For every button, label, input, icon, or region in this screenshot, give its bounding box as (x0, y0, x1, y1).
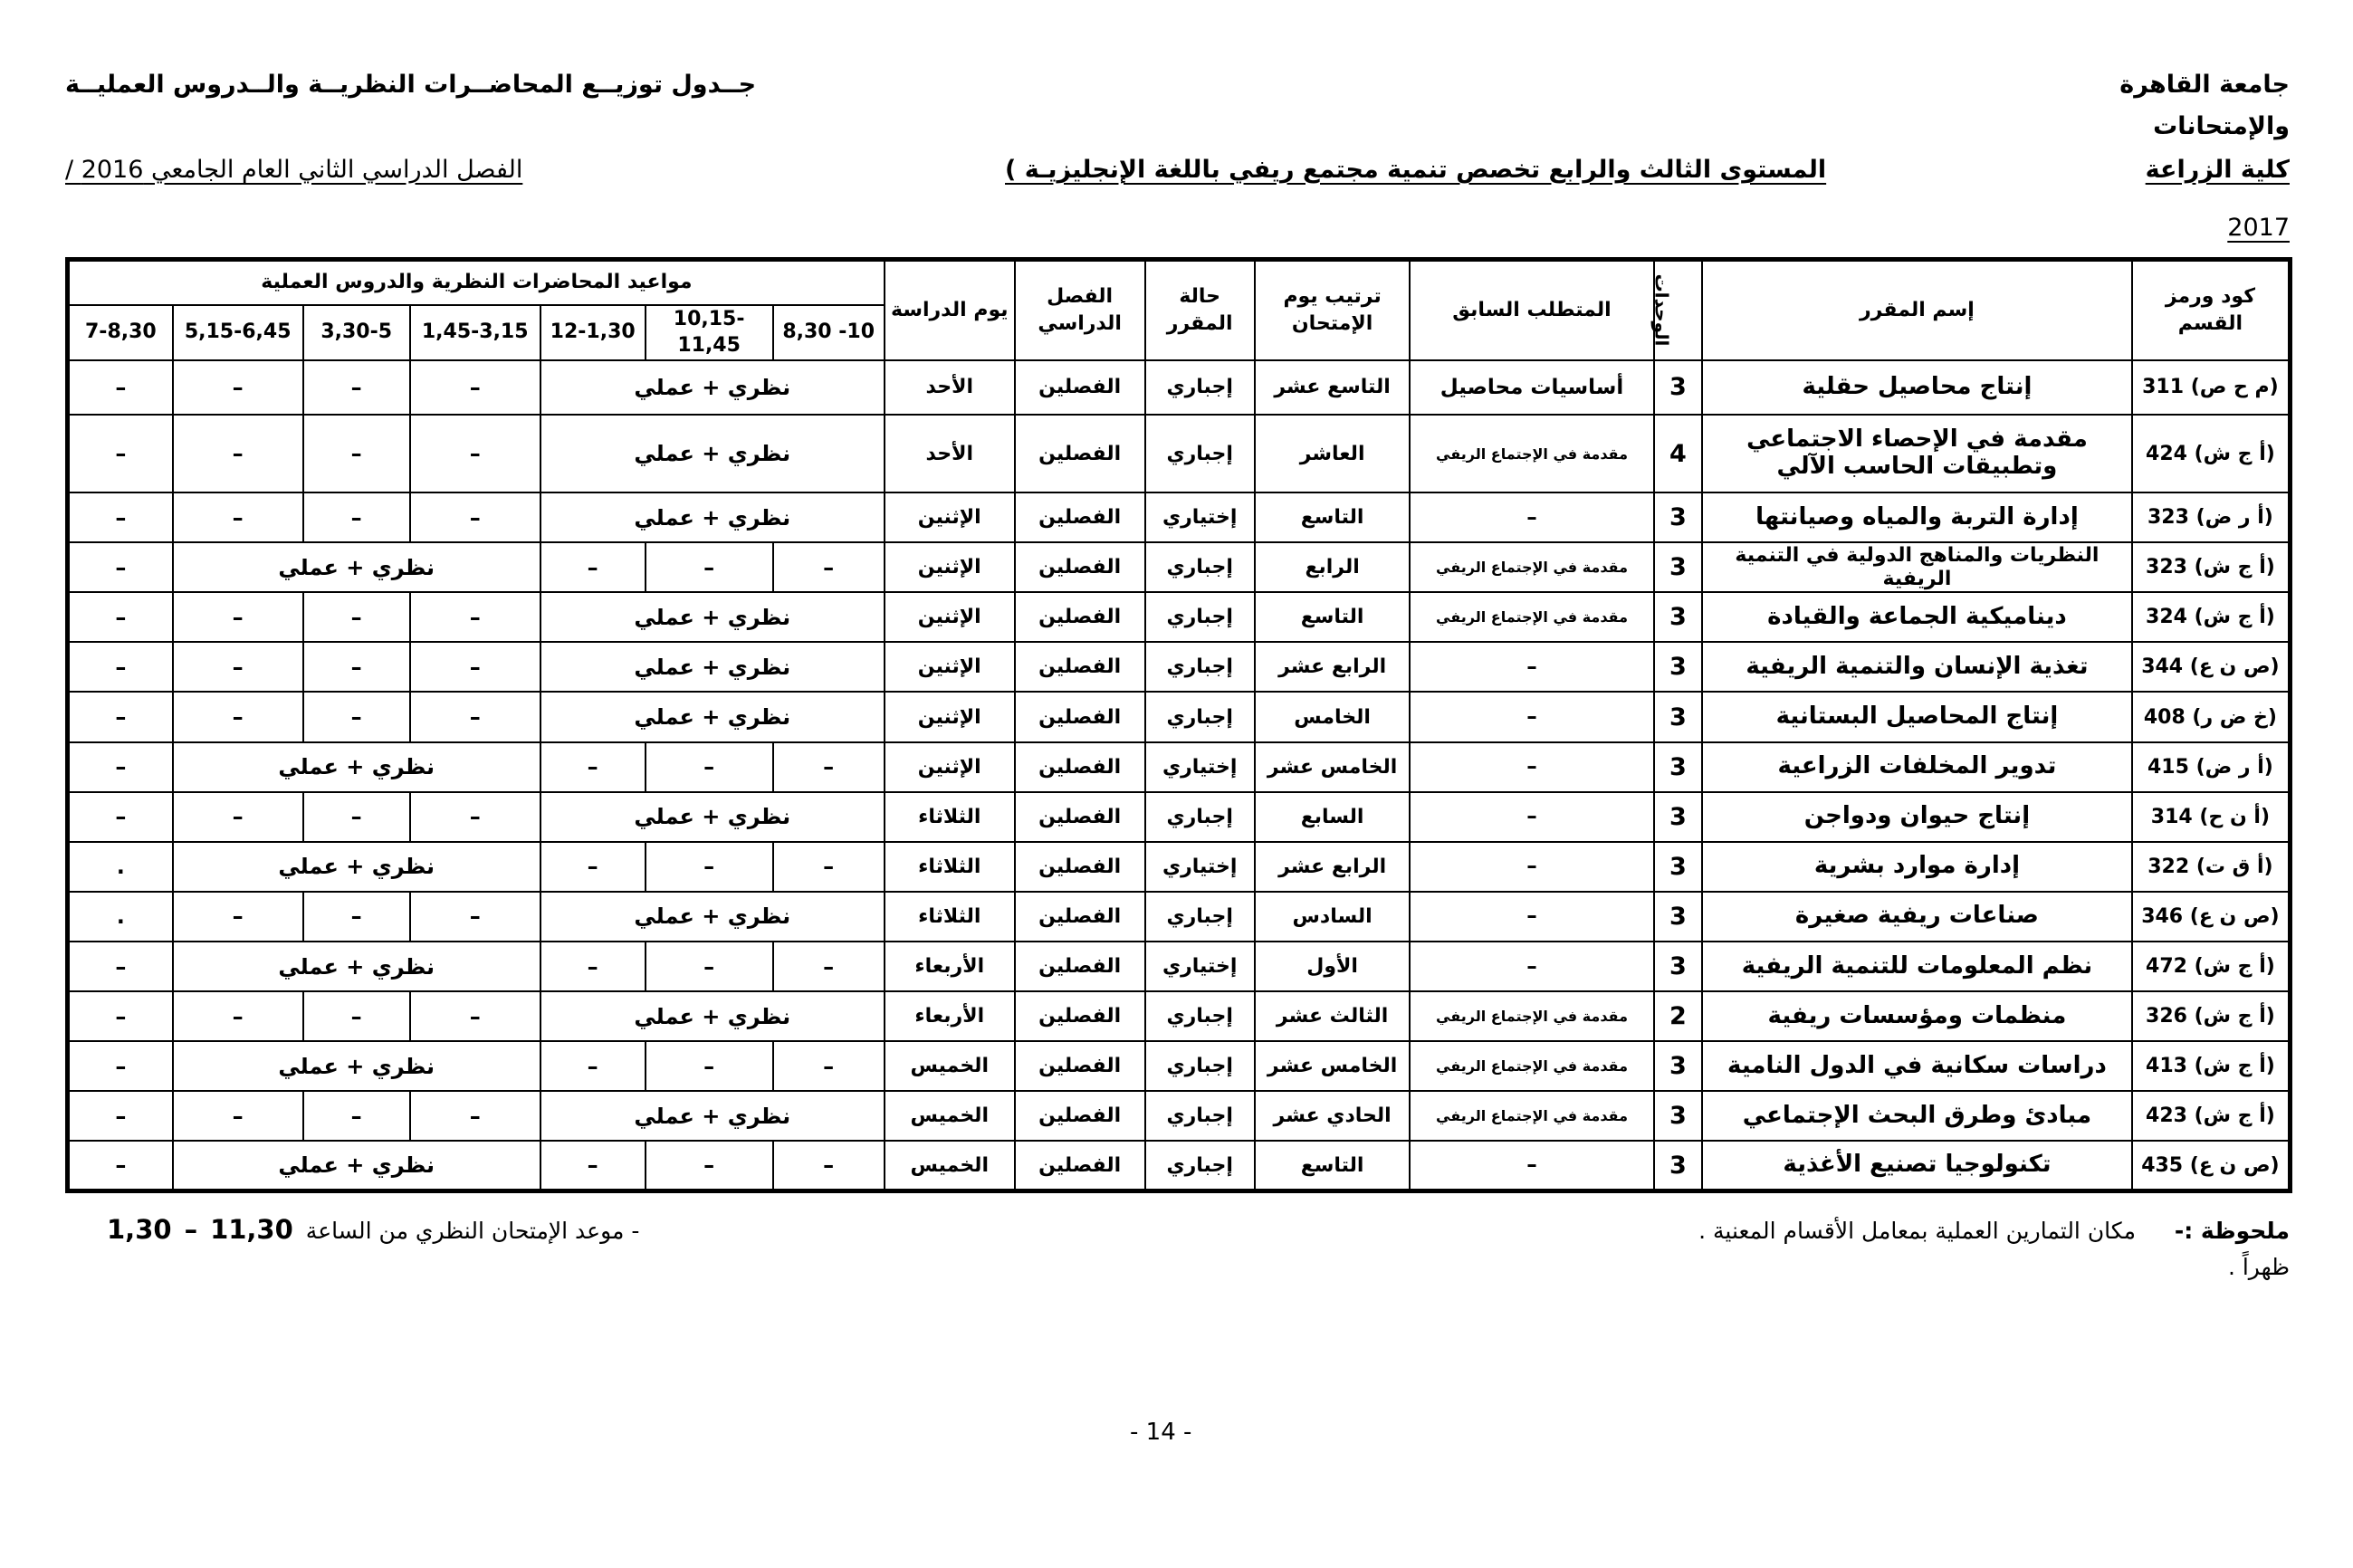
study-day: الإثنين (885, 742, 1015, 792)
empty-slot: – (68, 1091, 173, 1141)
course-semester: الفصلين (1015, 991, 1145, 1041)
course-credits: 4 (1654, 415, 1702, 492)
course-prerequisite: – (1410, 792, 1653, 842)
empty-slot: – (173, 892, 303, 942)
course-semester: الفصلين (1015, 1091, 1145, 1141)
course-status: إختياري (1145, 742, 1255, 792)
empty-slot: – (410, 415, 540, 492)
empty-slot: – (173, 592, 303, 642)
slot-header: 12-1,30 (540, 305, 646, 360)
header-credits: الوحدات (1654, 260, 1702, 360)
course-code: (خ ض ر) 408 (2132, 692, 2291, 741)
study-day: الثلاثاء (885, 792, 1015, 842)
course-name: إدارة موارد بشرية (1702, 842, 2132, 892)
course-name: إنتاج محاصيل حقلية (1702, 360, 2132, 415)
course-name: منظمات ومؤسسات ريفية (1702, 991, 2132, 1041)
slot-header: 8,30 -10 (773, 305, 885, 360)
empty-slot: – (540, 1041, 646, 1091)
table-row (68, 415, 2291, 492)
empty-slot: – (410, 991, 540, 1041)
course-semester: الفصلين (1015, 1141, 1145, 1190)
session-span: نظري + عملي (173, 1141, 540, 1190)
empty-slot: – (68, 692, 173, 741)
course-status: إجباري (1145, 592, 1255, 642)
exam-order: الخامس (1255, 692, 1411, 741)
course-name: إنتاج المحاصيل البستانية (1702, 692, 2132, 741)
course-name: تدوير المخلفات الزراعية (1702, 742, 2132, 792)
empty-slot: – (410, 642, 540, 692)
course-credits: 3 (1654, 742, 1702, 792)
empty-slot: – (68, 415, 173, 492)
exam-order: السادس (1255, 892, 1411, 942)
exam-order: التاسع (1255, 492, 1411, 542)
empty-slot: – (773, 942, 885, 991)
empty-slot: – (646, 842, 773, 892)
course-code: (ص ن ع) 344 (2132, 642, 2291, 692)
empty-slot: – (68, 742, 173, 792)
empty-slot: – (68, 1041, 173, 1091)
course-code: (ص ن ع) 346 (2132, 892, 2291, 942)
slot-header: 3,30-5 (303, 305, 410, 360)
header-status: حالة المقرر (1145, 260, 1255, 360)
empty-slot: – (410, 592, 540, 642)
course-credits: 3 (1654, 942, 1702, 991)
exam-order: التاسع عشر (1255, 360, 1411, 415)
table-row (68, 1091, 2291, 1141)
course-semester: الفصلين (1015, 415, 1145, 492)
exam-order: التاسع (1255, 1141, 1411, 1190)
empty-slot: – (540, 542, 646, 592)
course-credits: 3 (1654, 642, 1702, 692)
study-day: الأربعاء (885, 991, 1015, 1041)
empty-slot: – (173, 991, 303, 1041)
empty-slot: – (68, 792, 173, 842)
session-span: نظري + عملي (173, 842, 540, 892)
header-prerequisite: المتطلب السابق (1410, 260, 1653, 360)
course-status: إجباري (1145, 642, 1255, 692)
empty-slot: – (173, 642, 303, 692)
empty-slot: – (773, 742, 885, 792)
note-label: ملحوظة :- (2174, 1218, 2290, 1244)
course-credits: 3 (1654, 692, 1702, 741)
course-name: مبادئ وطرق البحث الإجتماعي (1702, 1091, 2132, 1141)
empty-slot: – (410, 792, 540, 842)
session-span: نظري + عملي (540, 360, 885, 415)
exam-order: الحادي عشر (1255, 1091, 1411, 1141)
study-day: الخميس (885, 1091, 1015, 1141)
course-credits: 3 (1654, 492, 1702, 542)
course-semester: الفصلين (1015, 492, 1145, 542)
exam-order: الرابع عشر (1255, 842, 1411, 892)
course-credits: 3 (1654, 542, 1702, 592)
course-prerequisite: أساسيات محاصيل (1410, 360, 1653, 415)
course-name: إنتاج حيوان ودواجن (1702, 792, 2132, 842)
empty-slot: – (173, 692, 303, 741)
empty-slot: – (68, 542, 173, 592)
empty-slot: – (773, 1141, 885, 1190)
table-row (68, 1141, 2291, 1190)
study-day: الإثنين (885, 692, 1015, 741)
empty-slot: – (303, 360, 410, 415)
session-span: نظري + عملي (173, 942, 540, 991)
session-span: نظري + عملي (540, 592, 885, 642)
course-status: إجباري (1145, 692, 1255, 741)
empty-slot: – (303, 415, 410, 492)
course-code: (أ ر ض) 415 (2132, 742, 2291, 792)
empty-slot: – (68, 942, 173, 991)
empty-slot: – (410, 892, 540, 942)
empty-slot: – (410, 492, 540, 542)
session-span: نظري + عملي (540, 991, 885, 1041)
course-code: (ص ن ع) 435 (2132, 1141, 2291, 1190)
course-prerequisite: مقدمة في الإجتماع الريفي (1410, 991, 1653, 1041)
table-row (68, 1041, 2291, 1091)
empty-slot: – (68, 592, 173, 642)
empty-slot: – (68, 360, 173, 415)
empty-slot: – (540, 942, 646, 991)
study-day: الأربعاء (885, 942, 1015, 991)
course-name: تغذية الإنسان والتنمية الريفية (1702, 642, 2132, 692)
study-day: الأحد (885, 415, 1015, 492)
empty-slot: – (646, 1141, 773, 1190)
course-status: إجباري (1145, 360, 1255, 415)
empty-slot: – (173, 360, 303, 415)
empty-slot: – (410, 1091, 540, 1141)
table-row (68, 792, 2291, 842)
course-status: إجباري (1145, 542, 1255, 592)
empty-slot: – (68, 492, 173, 542)
header-schedule: مواعيد المحاضرات النظرية والدروس العملية (68, 260, 885, 305)
course-code: (م ح ص) 311 (2132, 360, 2291, 415)
university-name: جامعة القاهرة (2119, 71, 2290, 99)
study-day: الثلاثاء (885, 842, 1015, 892)
course-code: (أ ج ش) 424 (2132, 415, 2291, 492)
course-code: (أ ر ض) 323 (2132, 492, 2291, 542)
course-name: صناعات ريفية صغيرة (1702, 892, 2132, 942)
course-prerequisite: – (1410, 842, 1653, 892)
study-day: الإثنين (885, 492, 1015, 542)
exam-order: الرابع عشر (1255, 642, 1411, 692)
course-status: إجباري (1145, 1091, 1255, 1141)
course-credits: 3 (1654, 1091, 1702, 1141)
table-row (68, 842, 2291, 892)
empty-slot: – (303, 892, 410, 942)
slot-header: 5,15-6,45 (173, 305, 303, 360)
exam-time-dash: – (184, 1214, 198, 1245)
course-code: (أ ج ش) 423 (2132, 1091, 2291, 1141)
course-name: إدارة التربة والمياه وصيانتها (1702, 492, 2132, 542)
course-prerequisite: – (1410, 892, 1653, 942)
empty-slot: – (773, 542, 885, 592)
exam-order: الأول (1255, 942, 1411, 991)
course-status: إختياري (1145, 842, 1255, 892)
study-day: الإثنين (885, 642, 1015, 692)
session-span: نظري + عملي (540, 792, 885, 842)
exam-order: السابع (1255, 792, 1411, 842)
empty-slot: – (646, 1041, 773, 1091)
course-prerequisite: مقدمة في الإجتماع الريفي (1410, 592, 1653, 642)
empty-slot: – (68, 642, 173, 692)
empty-slot: – (173, 792, 303, 842)
course-status: إجباري (1145, 991, 1255, 1041)
table-row (68, 892, 2291, 942)
empty-slot: – (303, 592, 410, 642)
course-prerequisite: مقدمة في الإجتماع الريفي (1410, 415, 1653, 492)
empty-slot: – (540, 842, 646, 892)
empty-slot: – (303, 492, 410, 542)
course-semester: الفصلين (1015, 692, 1145, 741)
slot-header: 1,45-3,15 (410, 305, 540, 360)
empty-slot: . (68, 892, 173, 942)
empty-slot: . (68, 842, 173, 892)
empty-slot: – (410, 360, 540, 415)
course-prerequisite: – (1410, 942, 1653, 991)
study-day: الإثنين (885, 592, 1015, 642)
empty-slot: – (303, 692, 410, 741)
semester-line: الفصل الدراسي الثاني العام الجامعي 2016 / (65, 156, 523, 184)
table-row (68, 692, 2291, 741)
session-span: نظري + عملي (173, 1041, 540, 1091)
course-credits: 3 (1654, 360, 1702, 415)
table-row (68, 492, 2291, 542)
note-text: مكان التمارين العملية بمعامل الأقسام المعنية . (1698, 1218, 2136, 1244)
course-prerequisite: – (1410, 742, 1653, 792)
course-name: تكنولوجيا تصنيع الأغذية (1702, 1141, 2132, 1190)
session-span: نظري + عملي (540, 492, 885, 542)
empty-slot: – (773, 842, 885, 892)
session-span: نظري + عملي (540, 692, 885, 741)
header-course-name: إسم المقرر (1702, 260, 2132, 360)
empty-slot: – (173, 415, 303, 492)
course-status: إجباري (1145, 1041, 1255, 1091)
slot-header: 10,15- 11,45 (646, 305, 773, 360)
level-line: المستوى الثالث والرابع تخصص تنمية مجتمع ريفي باللغة الإنجليزيـة ) (1005, 156, 1827, 184)
course-semester: الفصلين (1015, 742, 1145, 792)
course-status: إجباري (1145, 415, 1255, 492)
course-semester: الفصلين (1015, 542, 1145, 592)
course-code: (أ ج ش) 326 (2132, 991, 2291, 1041)
session-span: نظري + عملي (173, 742, 540, 792)
empty-slot: – (303, 792, 410, 842)
page-number: - 14 - (1130, 1419, 1192, 1446)
session-span: نظري + عملي (540, 415, 885, 492)
course-semester: الفصلين (1015, 360, 1145, 415)
course-status: إجباري (1145, 792, 1255, 842)
course-semester: الفصلين (1015, 642, 1145, 692)
course-status: إجباري (1145, 1141, 1255, 1190)
course-credits: 3 (1654, 592, 1702, 642)
schedule-table (65, 257, 2292, 1193)
study-day: الخميس (885, 1141, 1015, 1190)
document-title: جــدول توزيــع المحاضــرات النظريــة والــدروس العمليــة (65, 71, 757, 99)
course-code: (أ ق ت) 322 (2132, 842, 2291, 892)
header-exam-order: ترتيب يوم الإمتحان (1255, 260, 1411, 360)
exam-order: الرابع (1255, 542, 1411, 592)
empty-slot: – (303, 642, 410, 692)
table-row (68, 742, 2291, 792)
course-semester: الفصلين (1015, 842, 1145, 892)
noon-label: ظهراً . (2227, 1254, 2290, 1280)
course-name: مقدمة في الإحصاء الاجتماعي وتطبيقات الحاسب الآلي (1702, 415, 2132, 492)
course-code: (أ ج ش) 413 (2132, 1041, 2291, 1091)
course-prerequisite: – (1410, 642, 1653, 692)
course-name: النظريات والمناهج الدولية في التنمية الريفية (1702, 542, 2132, 592)
course-code: (أ ج ش) 323 (2132, 542, 2291, 592)
course-status: إجباري (1145, 892, 1255, 942)
session-span: نظري + عملي (540, 642, 885, 692)
study-day: الخميس (885, 1041, 1015, 1091)
header-study-day: يوم الدراسة (885, 260, 1015, 360)
table-row (68, 642, 2291, 692)
course-code: (أ ن ح) 314 (2132, 792, 2291, 842)
exam-order: الثالث عشر (1255, 991, 1411, 1041)
empty-slot: – (303, 1091, 410, 1141)
course-semester: الفصلين (1015, 1041, 1145, 1091)
table-row (68, 360, 2291, 415)
header-semester: الفصل الدراسي (1015, 260, 1145, 360)
course-credits: 3 (1654, 1041, 1702, 1091)
exams-label: والإمتحانات (2153, 112, 2290, 140)
study-day: الإثنين (885, 542, 1015, 592)
course-credits: 3 (1654, 892, 1702, 942)
empty-slot: – (646, 542, 773, 592)
empty-slot: – (646, 742, 773, 792)
course-status: إختياري (1145, 942, 1255, 991)
table-row (68, 542, 2291, 592)
course-credits: 2 (1654, 991, 1702, 1041)
header-code: كود ورمز القسم (2132, 260, 2291, 360)
exam-order: التاسع (1255, 592, 1411, 642)
exam-time-from: 11,30 (210, 1214, 293, 1245)
session-span: نظري + عملي (173, 542, 540, 592)
course-code: (أ ج ش) 324 (2132, 592, 2291, 642)
empty-slot: – (410, 692, 540, 741)
course-credits: 3 (1654, 792, 1702, 842)
course-name: دراسات سكانية في الدول النامية (1702, 1041, 2132, 1091)
course-code: (أ ج ش) 472 (2132, 942, 2291, 991)
course-semester: الفصلين (1015, 792, 1145, 842)
session-span: نظري + عملي (540, 892, 885, 942)
table-row (68, 991, 2291, 1041)
course-semester: الفصلين (1015, 942, 1145, 991)
slot-header: 7-8,30 (68, 305, 173, 360)
course-semester: الفصلين (1015, 892, 1145, 942)
empty-slot: – (68, 1141, 173, 1190)
year-end: 2017 (2227, 214, 2290, 242)
study-day: الثلاثاء (885, 892, 1015, 942)
course-name: نظم المعلومات للتنمية الريفية (1702, 942, 2132, 991)
course-prerequisite: – (1410, 1141, 1653, 1190)
empty-slot: – (540, 742, 646, 792)
empty-slot: – (773, 1041, 885, 1091)
exam-order: العاشر (1255, 415, 1411, 492)
exam-order: الخامس عشر (1255, 742, 1411, 792)
course-credits: 3 (1654, 842, 1702, 892)
empty-slot: – (540, 1141, 646, 1190)
course-prerequisite: مقدمة في الإجتماع الريفي (1410, 1091, 1653, 1141)
empty-slot: – (303, 991, 410, 1041)
course-prerequisite: – (1410, 492, 1653, 542)
session-span: نظري + عملي (540, 1091, 885, 1141)
table-row (68, 592, 2291, 642)
empty-slot: – (173, 1091, 303, 1141)
course-credits: 3 (1654, 1141, 1702, 1190)
faculty-name: كلية الزراعة (2145, 156, 2290, 184)
course-prerequisite: – (1410, 692, 1653, 741)
course-name: ديناميكية الجماعة والقيادة (1702, 592, 2132, 642)
exam-time-text: - موعد الإمتحان النظري من الساعة (305, 1218, 640, 1244)
empty-slot: – (68, 991, 173, 1041)
study-day: الأحد (885, 360, 1015, 415)
course-semester: الفصلين (1015, 592, 1145, 642)
empty-slot: – (646, 942, 773, 991)
table-row (68, 942, 2291, 991)
course-prerequisite: مقدمة في الإجتماع الريفي (1410, 1041, 1653, 1091)
exam-time-to: 1,30 (107, 1214, 172, 1245)
course-status: إختياري (1145, 492, 1255, 542)
course-prerequisite: مقدمة في الإجتماع الريفي (1410, 542, 1653, 592)
exam-time-note (107, 1214, 639, 1245)
exam-order: الخامس عشر (1255, 1041, 1411, 1091)
empty-slot: – (173, 492, 303, 542)
